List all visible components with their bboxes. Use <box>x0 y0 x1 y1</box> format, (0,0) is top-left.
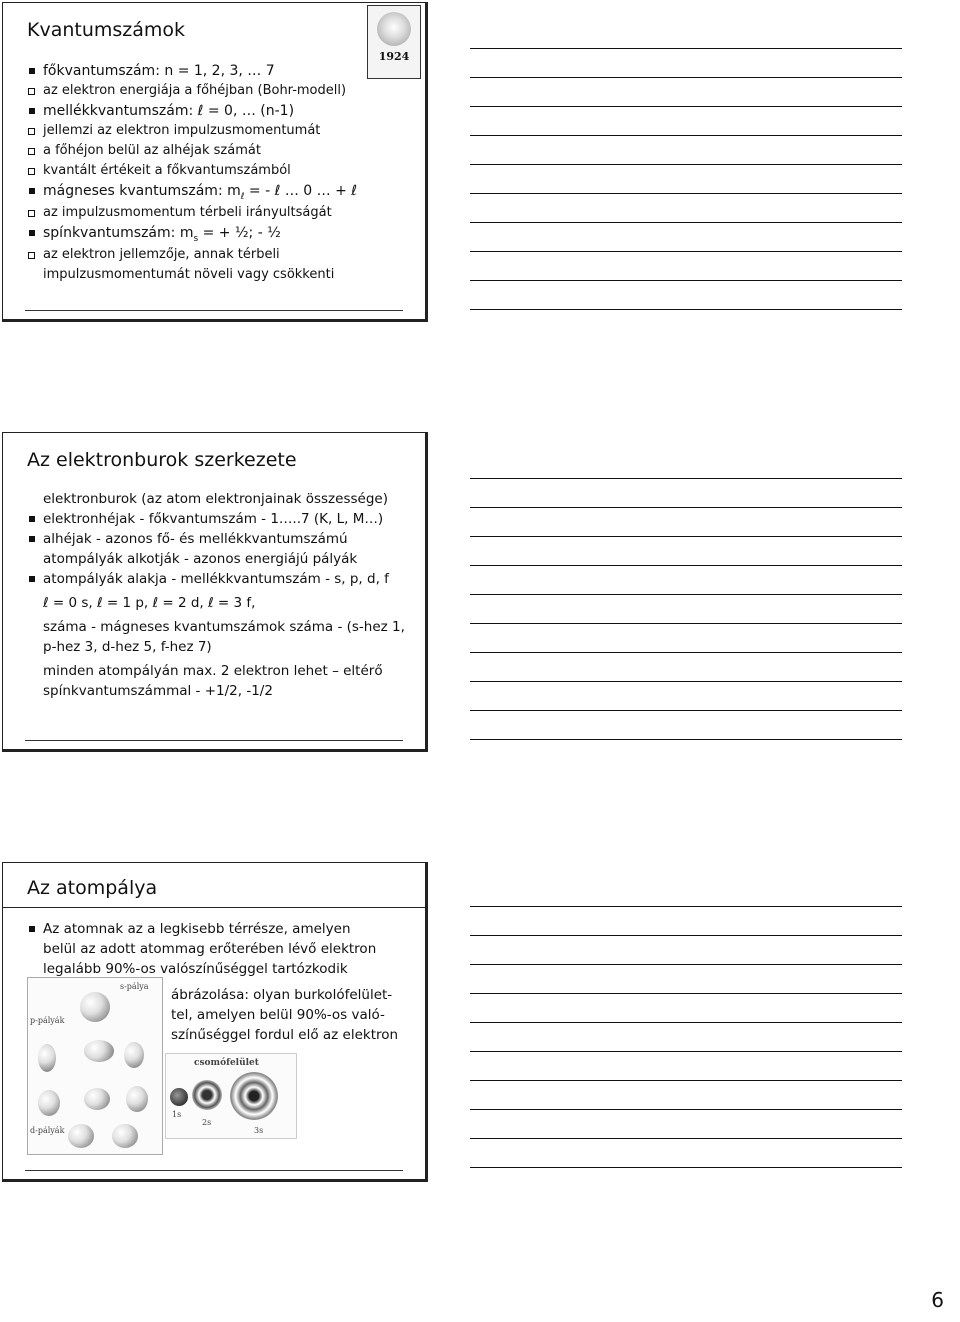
note-line <box>470 965 902 994</box>
note-line <box>470 281 902 310</box>
note-line <box>470 595 902 624</box>
note-line <box>470 450 902 479</box>
slide-title: Kvantumszámok <box>27 19 186 41</box>
note-line <box>470 994 902 1023</box>
note-line <box>470 936 902 965</box>
plain-text: száma - mágneses kvantumszámok száma - (s-hez 1, p-hez 3, d-hez 5, f-hez 7) <box>43 619 405 655</box>
p-orbital-shape <box>38 1044 56 1072</box>
orbital-shapes-image <box>27 977 163 1155</box>
sub-bullet-item: a főhéjon belül az alhéjak számát <box>23 141 415 161</box>
sub-bullet-item: kvantált értékeit a főkvantumszámból <box>23 161 415 181</box>
bullet-item: Az atomnak az a legkisebb térrésze, amelyen belül az adott atommag erőterében lévő elektron legalább 90%-os valószínűséggel tartózkodik <box>23 919 383 979</box>
sub-bullet-item: az elektron jellemzője, annak térbeli impulzusmomentumát növeli vagy csökkenti <box>23 245 373 285</box>
bullet-item: alhéjak - azonos fő- és mellékkvantumszámú atompályák alkotják - azonos energiájú pályák <box>23 529 415 569</box>
note-line <box>470 1023 902 1052</box>
sub-bullet-item: az impulzusmomentum térbeli irányultságát <box>23 203 415 223</box>
note-line <box>470 566 902 595</box>
slide-content <box>23 61 415 285</box>
subscript: s <box>193 234 199 244</box>
d-orbital-shape <box>84 1088 110 1110</box>
slide-footer-rule <box>25 310 403 311</box>
subscript: ℓ <box>240 192 245 202</box>
badge-year: 1924 <box>378 50 410 63</box>
bullet-text: spínkvantumszám: m <box>43 225 194 241</box>
d-orbital-shape <box>126 1086 148 1112</box>
slide-content <box>23 919 415 979</box>
bullet-item: mellékkvantumszám: ℓ = 0, … (n-1) <box>23 101 415 121</box>
note-line <box>470 136 902 165</box>
note-line <box>470 1110 902 1139</box>
slide-footer-rule <box>25 1170 403 1171</box>
slide-atomic-orbital <box>2 862 428 1182</box>
node-label-2s: 2s <box>202 1118 212 1127</box>
note-line <box>470 1052 902 1081</box>
nodal-surface-image <box>165 1053 297 1139</box>
sub-bullet-item: az elektron energiája a főhéjban (Bohr-modell) <box>23 81 415 101</box>
p-orbital-shape <box>124 1042 144 1068</box>
plain-text: minden atompályán max. 2 elektron lehet – eltérő spínkvantumszámmal - +1/2, -1/2 <box>43 663 383 699</box>
notes-lines-3 <box>470 878 902 1168</box>
description-text: ábrázolása: olyan burkolófelület-tel, amelyen belül 90%-os való-színűséggel fordul elő az elektron <box>171 987 399 1043</box>
bullet-item <box>23 223 415 245</box>
orbital-label-s: s-pálya <box>120 982 149 991</box>
orbital-3s <box>230 1072 278 1120</box>
node-title: csomófelület <box>194 1058 259 1068</box>
orbital-2s <box>192 1080 222 1110</box>
note-line <box>470 20 902 49</box>
note-line <box>470 624 902 653</box>
note-line <box>470 194 902 223</box>
note-line <box>470 682 902 711</box>
slide-quantum-numbers <box>2 2 428 322</box>
portrait-image <box>377 12 411 46</box>
note-line <box>470 1081 902 1110</box>
d-orbital-shape <box>38 1090 60 1116</box>
notes-lines-2 <box>470 450 902 740</box>
note-line <box>470 252 902 281</box>
note-line <box>470 479 902 508</box>
node-label-1s: 1s <box>172 1110 182 1119</box>
note-line <box>470 907 902 936</box>
orbital-label-d: d-pályák <box>30 1126 65 1135</box>
note-line <box>470 537 902 566</box>
note-line <box>470 1139 902 1168</box>
note-line <box>470 711 902 740</box>
note-line <box>470 107 902 136</box>
slide-footer-rule <box>25 740 403 741</box>
sub-bullet-item: jellemzi az elektron impulzusmomentumát <box>23 121 415 141</box>
page-number: 6 <box>931 1288 944 1312</box>
bullet-text: = - ℓ … 0 … + ℓ <box>244 183 358 199</box>
orbital-1s <box>170 1088 188 1106</box>
note-line <box>470 508 902 537</box>
notes-lines-1 <box>470 20 902 310</box>
slide-title: Az atompálya <box>27 877 158 899</box>
slide-electron-shell <box>2 432 428 752</box>
title-underline <box>3 907 425 908</box>
bullet-text: = + ½; - ½ <box>198 225 281 241</box>
bullet-item: főkvantumszám: n = 1, 2, 3, … 7 <box>23 61 415 81</box>
plain-text: ℓ = 0 s, ℓ = 1 p, ℓ = 2 d, ℓ = 3 f, <box>43 595 256 611</box>
s-orbital-shape <box>80 992 110 1022</box>
note-line <box>470 78 902 107</box>
p-orbital-shape <box>84 1040 114 1062</box>
node-label-3s: 3s <box>254 1126 264 1135</box>
note-line <box>470 653 902 682</box>
note-line <box>470 223 902 252</box>
slide-content <box>23 489 415 701</box>
d-orbital-shape <box>112 1124 138 1148</box>
note-line <box>470 878 902 907</box>
orbital-label-p: p-pályák <box>30 1016 65 1025</box>
bullet-item <box>23 181 415 203</box>
bullet-item: elektronhéjak - főkvantumszám - 1…..7 (K, L, M…) <box>23 509 415 529</box>
note-line <box>470 49 902 78</box>
bullet-text: mágneses kvantumszám: m <box>43 183 241 199</box>
bullet-item: atompályák alakja - mellékkvantumszám - s, p, d, f <box>23 569 415 589</box>
note-line <box>470 165 902 194</box>
intro-text: elektronburok (az atom elektronjainak összessége) <box>43 491 388 507</box>
d-orbital-shape <box>68 1124 94 1148</box>
slide-title: Az elektronburok szerkezete <box>27 449 297 471</box>
